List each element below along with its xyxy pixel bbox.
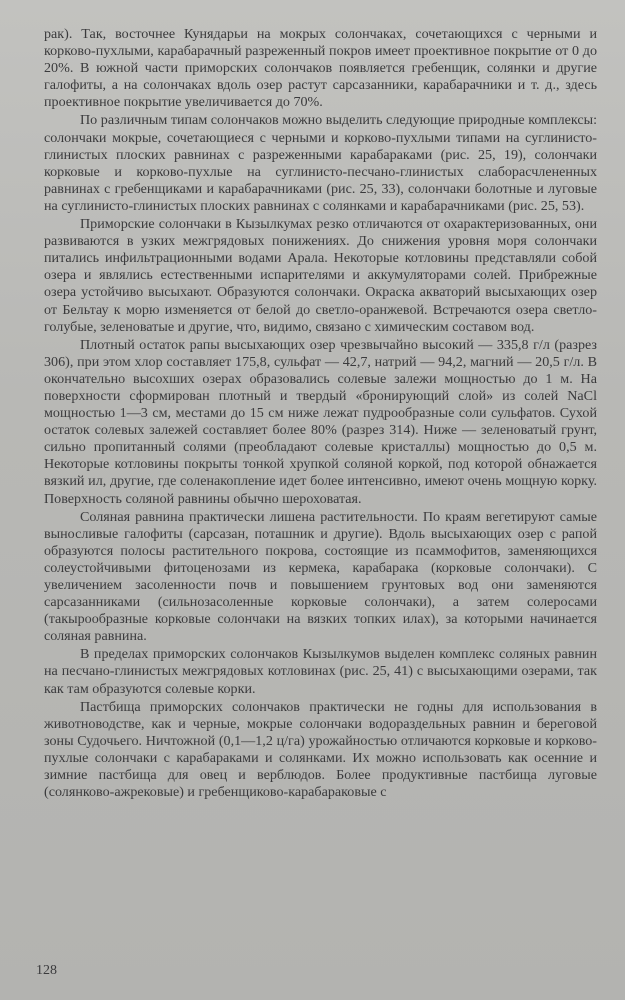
page-number: 128 bbox=[36, 963, 57, 978]
paragraph-3: Приморские солончаки в Кызылкумах резко отличаются от охарактеризованных, они развиваются в узких межгрядовых понижениях. До снижения уровня моря солончаки питались инфильтрационными водами Арала. Некоторые котловины представляли собой озера и являлись естественными испарителями и аккумуляторами солей. Прибрежные озера устойчиво высыхают. Образуются солончаки. Окраска акваторий высыхающих озер от Бельтау к морю изменяется от белой до светло-оранжевой. Встречаются озера светло-голубые, зеленоватые и другие, что, видимо, связано с химическим составом вод. bbox=[44, 216, 597, 335]
paragraph-1: рак). Так, восточнее Кунядарьи на мокрых солончаках, сочетающихся с черными и корково-пухлыми, карабарачный разреженный покров имеет проективное покрытие от 0 до 20%. В южной части приморских солончаков появляется гребенщик, солянки и другие галофиты, а на солончаках вдоль озер растут сарсазанники, карабарачники и т. д., здесь проективное покрытие увеличивается до 70%. bbox=[44, 26, 597, 111]
body-text bbox=[44, 26, 597, 801]
paragraph-7: Пастбища приморских солончаков практически не годны для использования в животноводстве, как и черные, мокрые солончаки водораздельных равнин и береговой зоны Судочьего. Ничтожной (0,1—1,2 ц/га) урожайностью отличаются корковые и корково-пухлые солончаки с карабараками и солянками. Их можно использовать как осенние и зимние пастбища для овец и верблюдов. Более продуктивные пастбища луговые (солянково-ажрековые) и гребенщиково-карабараковые с bbox=[44, 698, 597, 801]
paragraph-4: Плотный остаток рапы высыхающих озер чрезвычайно высокий — 335,8 г/л (разрез 306), при этом хлор составляет 175,8, сульфат — 42,7, натрий — 94,2, магний — 20,5 г/л. В окончательно высохших озерах образовались солевые залежи мощностью до 1 м. На поверхности сформирован плотный и твердый «бронирующий слой» из солей NaCl мощностью 1—3 см, местами до 15 см ниже лежат пудрообразные соли сульфатов. Сухой остаток солевых залежей составляет более 80% (разрез 314). Ниже — зеленоватый грунт, сильно пропитанный солями (преобладают солевые кристаллы) мощностью до 0,5 м. Некоторые котловины покрыты тонкой хрупкой соляной коркой, под которой обнажается вязкий ил, другие, где соленакопление идет более интенсивно, имеют очень мощную корку. Поверхность соляной равнины обычно шероховатая. bbox=[44, 336, 597, 507]
paragraph-5: Соляная равнина практически лишена растительности. По краям вегетируют самые выносливые галофиты (сарсазан, поташник и другие). Вдоль высыхающих озер с рапой образуются полосы растительного покрова, состоящие из псаммофитов, заменяющихся солеустойчивыми фитоценозами из кермека, карабарака (корковые солончаки). С увеличением засоленности почв и повышением грунтовых вод они заменяются сарсазанниками (сильнозасоленные корковые солончаки), а затем солеросами (такырообразные корковые солончаки на вязких топких илах), за которыми начинается соляная равнина. bbox=[44, 508, 597, 645]
paragraph-6: В пределах приморских солончаков Кызылкумов выделен комплекс соляных равнин на песчано-глинистых межгрядовых котловинах (рис. 25, 41) с высыхающими озерами, так как там образуются солевые корки. bbox=[44, 646, 597, 697]
paragraph-2: По различным типам солончаков можно выделить следующие природные комплексы: солончаки мокрые, сочетающиеся с черными и корково-пухлыми типами на суглинисто-глинистых плоских равнинах с разреженными карабараками (рис. 25, 19), солончаки корковые и корково-пухлые на суглинисто-песчано-глинистых слаборасчлененных равнинах с гребенщиками и карабарачниками (рис. 25, 33), солончаки болотные и луговые на суглинисто-глинистых плоских равнинах с солянками и карабарачниками (рис. 25, 53). bbox=[44, 112, 597, 214]
